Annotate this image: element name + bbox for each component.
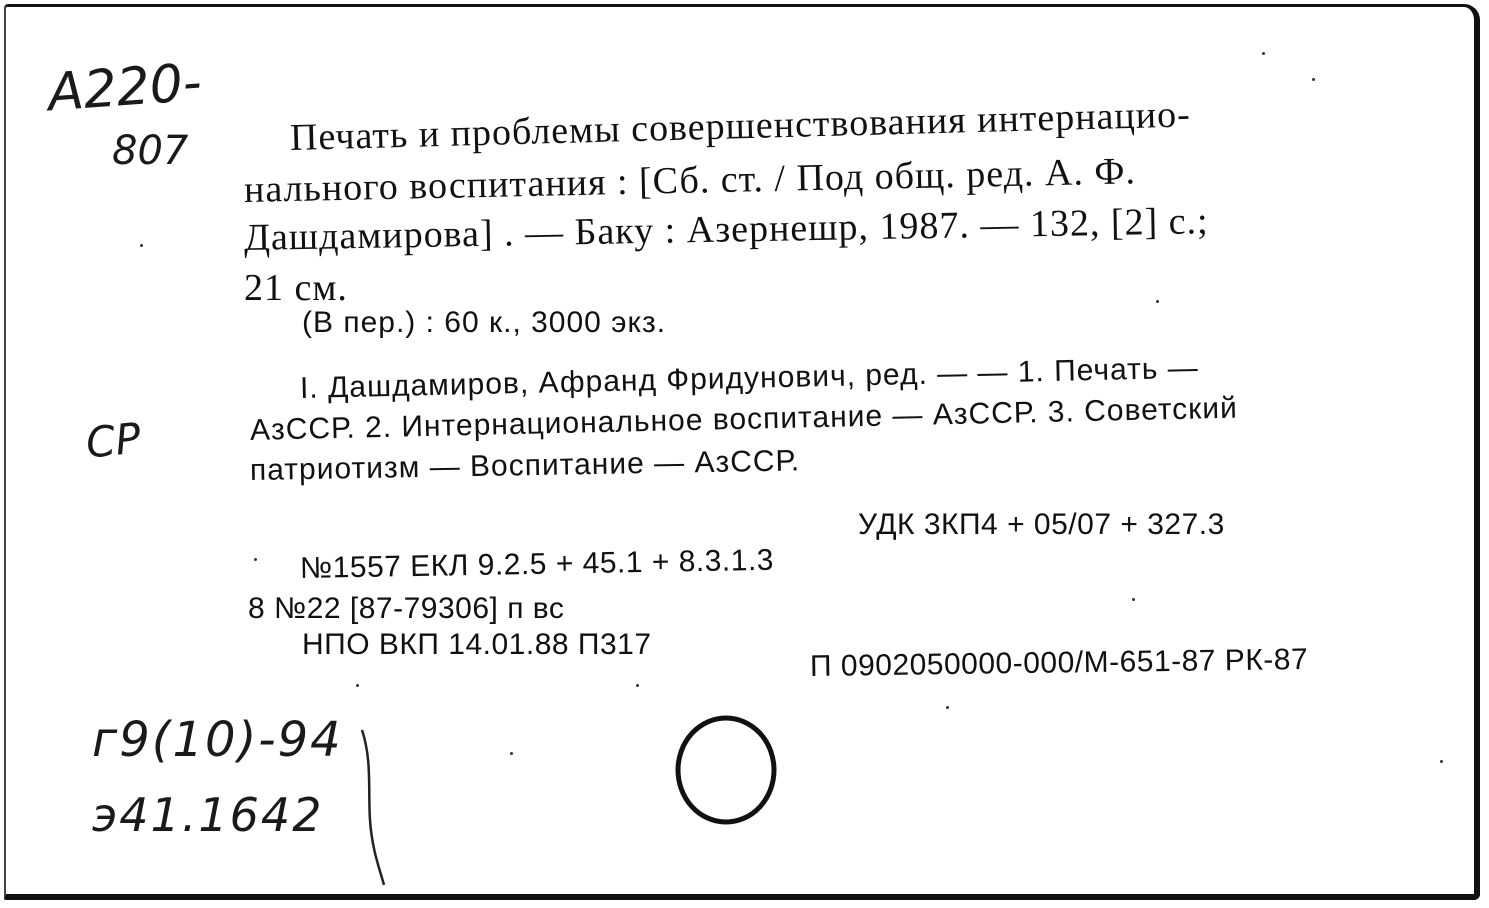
handwritten-shelfmark-line1: А220- (46, 52, 204, 124)
speck (510, 752, 513, 755)
subjects-line-1: I. Дашдамиров, Афранд Фридунович, ред. — — 1. Печать — (299, 351, 1200, 405)
title-line-1: Печать и проблемы совершенствования интернацио- (289, 93, 1192, 159)
title-line-2: нального воспитания : [Сб. ст. / Под общ. ред. А. Ф. (243, 150, 1137, 211)
speck (254, 558, 257, 561)
index-code: П 0902050000-000/М-651-87 РК-87 (809, 643, 1309, 683)
speck (1440, 760, 1443, 763)
handwritten-bottom-line2: э41.1642 (92, 788, 324, 842)
udk-code: УДК 3КП4 + 05/07 + 327.3 (858, 508, 1225, 541)
handwritten-stroke (350, 720, 400, 890)
registry-number: 8 №22 [87-79306] п вс (248, 592, 565, 625)
punch-hole (672, 712, 782, 830)
speck (946, 706, 949, 709)
speck (1156, 300, 1159, 303)
title-line-3: Дашдамирова] . — Баку : Азернешр, 1987. — 132, [2] с.; (243, 200, 1210, 259)
handwritten-margin-mark: СР (83, 413, 144, 468)
subjects-line-2: АзССР. 2. Интернациональное воспитание — АзССР. 3. Советский (249, 391, 1239, 447)
speck (356, 684, 359, 687)
subjects-line-3: патриотизм — Воспитание — АзССР. (249, 444, 801, 487)
handwritten-bottom-line1: г9(10)-94 (92, 712, 343, 768)
price-line: (В пер.) : 60 к., 3000 экз. (302, 306, 667, 339)
speck (140, 244, 143, 247)
speck (1262, 52, 1265, 55)
handwritten-shelfmark-line2: 807 (112, 128, 189, 174)
title-line-4: 21 см. (244, 267, 348, 309)
npo-line: НПО ВКП 14.01.88 П317 (302, 628, 652, 661)
speck (636, 684, 639, 687)
speck (1312, 78, 1315, 81)
speck (1132, 598, 1135, 601)
ekl-code: №1557 ЕКЛ 9.2.5 + 45.1 + 8.3.1.3 (299, 543, 775, 585)
